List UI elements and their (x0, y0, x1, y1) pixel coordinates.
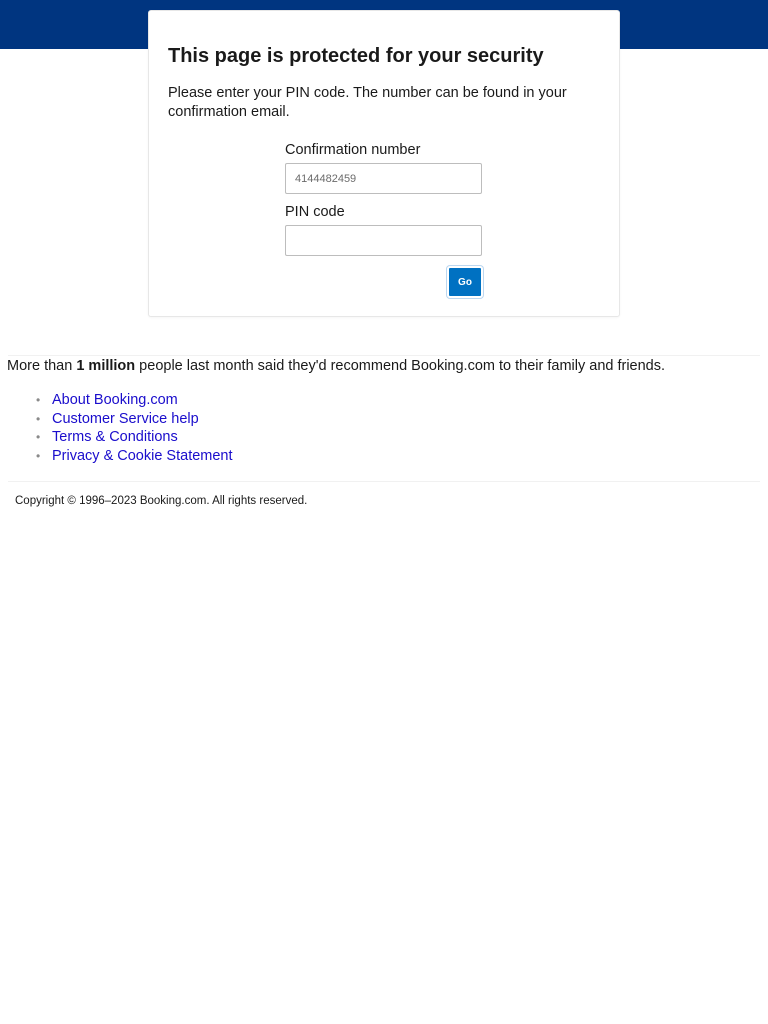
confirmation-number-label: Confirmation number (285, 142, 421, 158)
pin-code-label: PIN code (285, 204, 345, 220)
bullet-icon: • (36, 430, 41, 444)
customer-service-link[interactable]: Customer Service help (52, 410, 199, 427)
footer-link-item (36, 428, 233, 447)
footer-links (36, 391, 233, 465)
footer-link-item (36, 391, 233, 410)
divider (8, 481, 760, 482)
recommendation-suffix: people last month said they'd recommend Booking.com to their family and friends. (135, 358, 666, 374)
instructions-text: Please enter your PIN code. The number can be found in your confirmation email. (168, 85, 567, 120)
bullet-icon: • (36, 393, 41, 407)
bullet-icon: • (36, 411, 41, 426)
divider (8, 355, 760, 356)
go-button[interactable]: Go (447, 266, 483, 298)
recommendation-highlight: 1 million (76, 358, 136, 374)
recommendation-text (7, 357, 665, 376)
about-booking-link[interactable]: About Booking.com (52, 392, 178, 408)
bullet-icon: • (36, 448, 41, 463)
recommendation-prefix: More than (7, 358, 77, 374)
footer-link-item (36, 410, 233, 429)
copyright-text: Copyright © 1996–2023 Booking.com. All rights reserved. (15, 495, 308, 507)
pin-code-input[interactable] (285, 225, 482, 256)
pin-card (148, 10, 620, 317)
page-title: This page is protected for your security (168, 45, 544, 67)
confirmation-number-input[interactable] (285, 163, 482, 194)
footer-link-item (36, 447, 233, 466)
terms-conditions-link[interactable]: Terms & Conditions (52, 429, 178, 445)
privacy-cookie-link[interactable]: Privacy & Cookie Statement (52, 447, 233, 464)
